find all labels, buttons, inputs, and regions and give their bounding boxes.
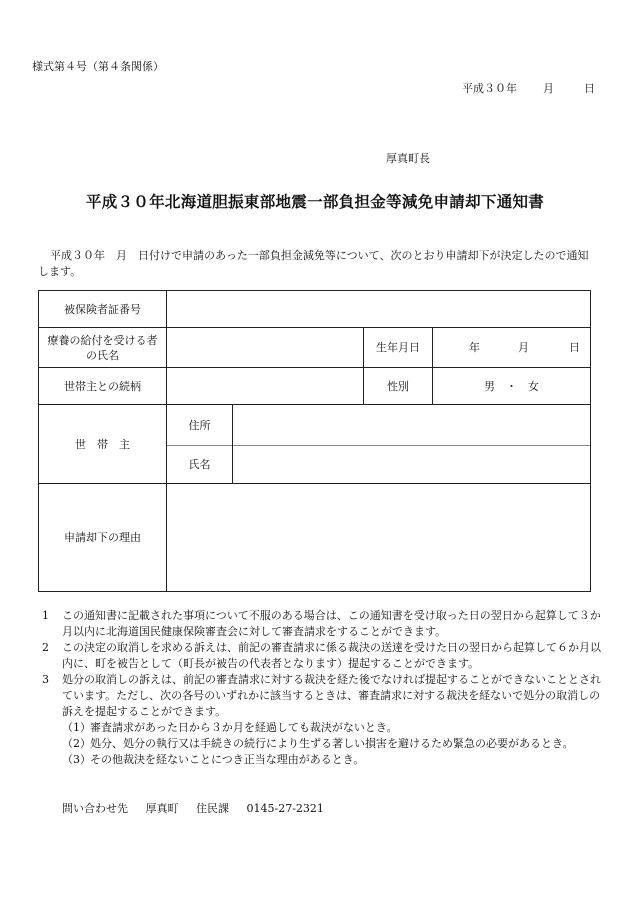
recipient-name-field[interactable] xyxy=(167,328,363,367)
contact-label: 問い合わせ先 xyxy=(62,802,128,815)
address-field[interactable] xyxy=(233,405,590,445)
relationship-field[interactable] xyxy=(167,368,363,404)
gender-options[interactable]: 男 ・ 女 xyxy=(484,379,539,393)
subnote-number: （1） xyxy=(62,721,91,734)
note-item xyxy=(42,672,602,720)
date-month: 月 xyxy=(543,82,554,95)
birthdate-field[interactable] xyxy=(433,328,590,367)
address-label: 住所 xyxy=(188,418,211,432)
contact-phone[interactable]: 0145-27-2321 xyxy=(246,802,324,815)
document-title: 平成３０年北海道胆振東部地震一部負担金等減免申請却下通知書 xyxy=(85,193,545,211)
contact-department: 住民課 xyxy=(196,802,229,815)
reason-field[interactable] xyxy=(167,484,590,591)
recipient-name-label-line1: 療養の給付を受ける者 xyxy=(47,333,158,347)
date-era-year: 平成３０年 xyxy=(462,82,517,95)
application-table xyxy=(38,290,591,592)
note-text: 処分の取消しの訴えは、前記の審査請求に対する裁決を経た後でなければ提起することができないこととされています。ただし、次の各号のいずれかに該当するときは、審査請求に対する裁決を経ないで処分の取消しの訴えを提起することができます。 xyxy=(62,673,601,718)
birthdate-month: 月 xyxy=(518,341,529,354)
subnote-text: 審査請求があった日から３か月を経過しても裁決がないとき。 xyxy=(90,721,398,734)
note-item xyxy=(42,640,602,672)
recipient-name-label xyxy=(39,328,166,367)
relationship-label: 世帯主との続柄 xyxy=(64,379,141,393)
subnote-item xyxy=(42,720,602,736)
note-text: この決定の取消しを求める訴えは、前記の審査請求に係る裁決の送達を受けた日の翌日から起算して６か月以内に、町を被告として（町長が被告の代表者となります）提起することができます。 xyxy=(62,641,601,670)
reason-label: 申請却下の理由 xyxy=(64,531,141,544)
note-number: 2 xyxy=(42,641,49,654)
subnote-item xyxy=(42,736,602,752)
note-number: 1 xyxy=(42,609,49,622)
intro-text: 平成３０年 月 日付けで申請のあった一部負担金減免等について、次のとおり申請却下が決定したので通知します。 xyxy=(38,249,589,278)
birthdate-year: 年 xyxy=(469,341,480,354)
contact-town: 厚真町 xyxy=(145,802,179,815)
householder-label: 世 帯 主 xyxy=(75,437,130,451)
name-field[interactable] xyxy=(233,446,590,483)
birthdate-label: 生年月日 xyxy=(376,341,420,354)
note-number: 3 xyxy=(42,673,49,686)
date-line xyxy=(462,80,595,96)
recipient-name-label-line2: の氏名 xyxy=(86,348,119,362)
insured-number-label: 被保険者証番号 xyxy=(64,302,141,316)
notes-section xyxy=(42,608,602,768)
form-number: 様式第４号（第４条関係） xyxy=(32,60,164,73)
subnote-text: 処分、処分の執行又は手続きの続行により生ずる著しい損害を避けるため緊急の必要があるとき。 xyxy=(90,737,574,750)
subnote-number: （3） xyxy=(62,753,91,766)
note-item xyxy=(42,608,602,640)
name-label: 氏名 xyxy=(188,458,211,471)
subnote-item xyxy=(42,752,602,768)
gender-label: 性別 xyxy=(387,379,409,393)
subnote-text: その他裁決を経ないことにつき正当な理由があるとき。 xyxy=(90,753,365,766)
insured-number-field[interactable] xyxy=(167,291,590,327)
issuer: 厚真町長 xyxy=(386,152,430,165)
contact-line xyxy=(62,800,338,816)
subnote-number: （2） xyxy=(62,737,91,750)
date-day: 日 xyxy=(584,82,595,95)
note-text: この通知書に記載された事項について不服のある場合は、この通知書を受け取った日の翌日から起算して３か月以内に北海道国民健康保険審査会に対して審査請求をすることができます。 xyxy=(62,609,601,638)
birthdate-day: 日 xyxy=(569,341,580,354)
